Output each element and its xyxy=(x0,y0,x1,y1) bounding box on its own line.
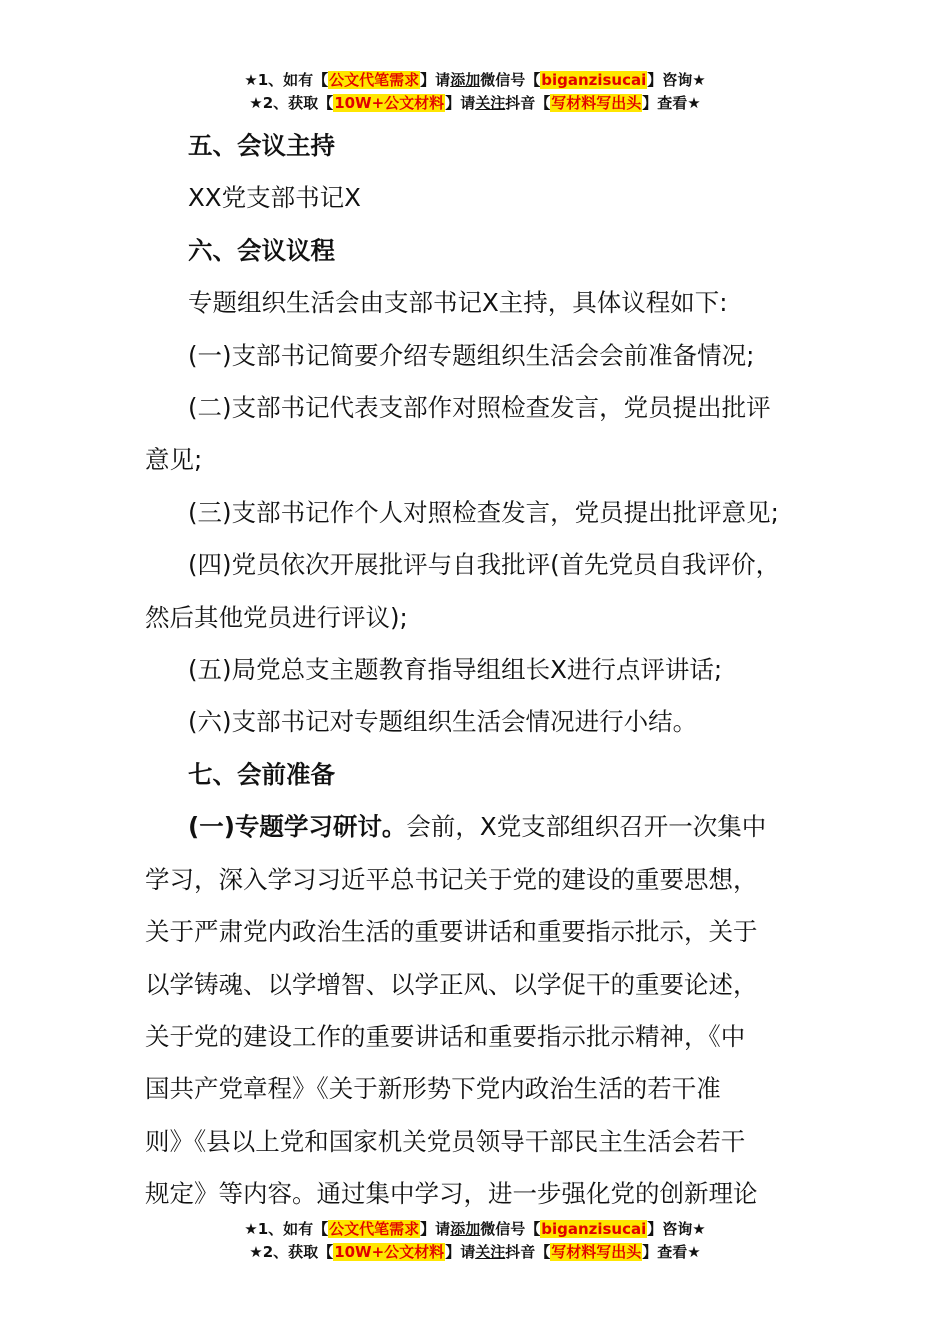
promo-highlight: 写材料写出头 xyxy=(551,1243,642,1261)
promo-highlight: biganzisucai xyxy=(541,1220,647,1238)
section-heading-6: 六、会议议程 xyxy=(188,235,335,265)
prep-paragraph-first-line xyxy=(145,801,805,853)
section-heading-5: 五、会议主持 xyxy=(188,131,335,160)
promo-text: ★2、获取【 xyxy=(249,94,334,112)
promo-text: 】请 xyxy=(445,1243,476,1261)
prep-line: 关于党的建设工作的重要讲话和重要指示批示精神，《中 xyxy=(145,1021,746,1051)
promo-text: 】请 xyxy=(420,1220,451,1238)
promo-text: 抖音【 xyxy=(505,94,551,112)
prep-line: 规定》等内容。通过集中学习，进一步强化党的创新理论 xyxy=(145,1179,758,1209)
promo-text: 】请 xyxy=(445,94,476,112)
promo-text: 微信号【 xyxy=(480,71,541,89)
agenda-item-2: (二)支部书记代表支部作对照检查发言，党员提出批评 xyxy=(188,393,771,423)
agenda-intro: 专题组织生活会由支部书记X主持，具体议程如下: xyxy=(188,288,728,318)
promo-text: 】咨询★ xyxy=(647,71,706,89)
section-heading-7: 七、会前准备 xyxy=(188,759,335,789)
agenda-item-4-cont: 然后其他党员进行评议); xyxy=(145,602,408,632)
promo-underline: 关注 xyxy=(475,1243,506,1261)
agenda-item-4: (四)党员依次开展批评与自我批评(首先党员自我评价， xyxy=(188,550,781,580)
prep-subheading: (一)专题学习研讨。 xyxy=(188,812,407,842)
promo-text: 】请 xyxy=(420,71,451,89)
prep-line: 国共产党章程》《关于新形势下党内政治生活的若干准 xyxy=(145,1074,721,1104)
promo-line-2 xyxy=(0,92,950,115)
promo-highlight: 公文代笔需求 xyxy=(329,1220,420,1238)
promo-line-2 xyxy=(0,1241,950,1264)
promo-text: 微信号【 xyxy=(480,1220,541,1238)
agenda-item-2-cont: 意见; xyxy=(145,445,203,475)
meeting-host: XX党支部书记X xyxy=(188,183,361,213)
promo-text: 抖音【 xyxy=(505,1243,551,1261)
promo-highlight: 公文代笔需求 xyxy=(329,71,420,89)
prep-text: 会前，X党支部组织召开一次集中 xyxy=(406,812,767,842)
promo-highlight: 写材料写出头 xyxy=(551,94,642,112)
promo-underline: 添加 xyxy=(450,1220,481,1238)
agenda-item-5: (五)局党总支主题教育指导组组长X进行点评讲话; xyxy=(188,655,723,685)
promo-underline: 关注 xyxy=(475,94,506,112)
agenda-item-1: (一)支部书记简要介绍专题组织生活会会前准备情况; xyxy=(188,340,755,370)
promo-text: ★1、如有【 xyxy=(244,71,329,89)
promo-underline: 添加 xyxy=(450,71,481,89)
promo-banner-top xyxy=(0,69,950,115)
promo-text: 】咨询★ xyxy=(647,1220,706,1238)
prep-line: 学习，深入学习习近平总书记关于党的建设的重要思想， xyxy=(145,864,758,894)
promo-line-1 xyxy=(0,1218,950,1241)
prep-line: 以学铸魂、以学增智、以学正风、以学促干的重要论述， xyxy=(145,969,758,999)
prep-line: 则》《县以上党和国家机关党员领导干部民主生活会若干 xyxy=(145,1126,746,1156)
promo-text: ★2、获取【 xyxy=(249,1243,334,1261)
prep-line: 关于严肃党内政治生活的重要讲话和重要指示批示，关于 xyxy=(145,917,758,947)
document-body xyxy=(145,120,805,1221)
promo-banner-bottom xyxy=(0,1218,950,1264)
promo-highlight: biganzisucai xyxy=(541,71,647,89)
promo-highlight: 10W+公文材料 xyxy=(334,1243,445,1261)
promo-line-1 xyxy=(0,69,950,92)
promo-text: 】查看★ xyxy=(642,94,701,112)
promo-text: 】查看★ xyxy=(642,1243,701,1261)
promo-text: ★1、如有【 xyxy=(244,1220,329,1238)
agenda-item-3: (三)支部书记作个人对照检查发言，党员提出批评意见; xyxy=(188,497,779,527)
agenda-item-6: (六)支部书记对专题组织生活会情况进行小结。 xyxy=(188,707,698,737)
promo-highlight: 10W+公文材料 xyxy=(334,94,445,112)
